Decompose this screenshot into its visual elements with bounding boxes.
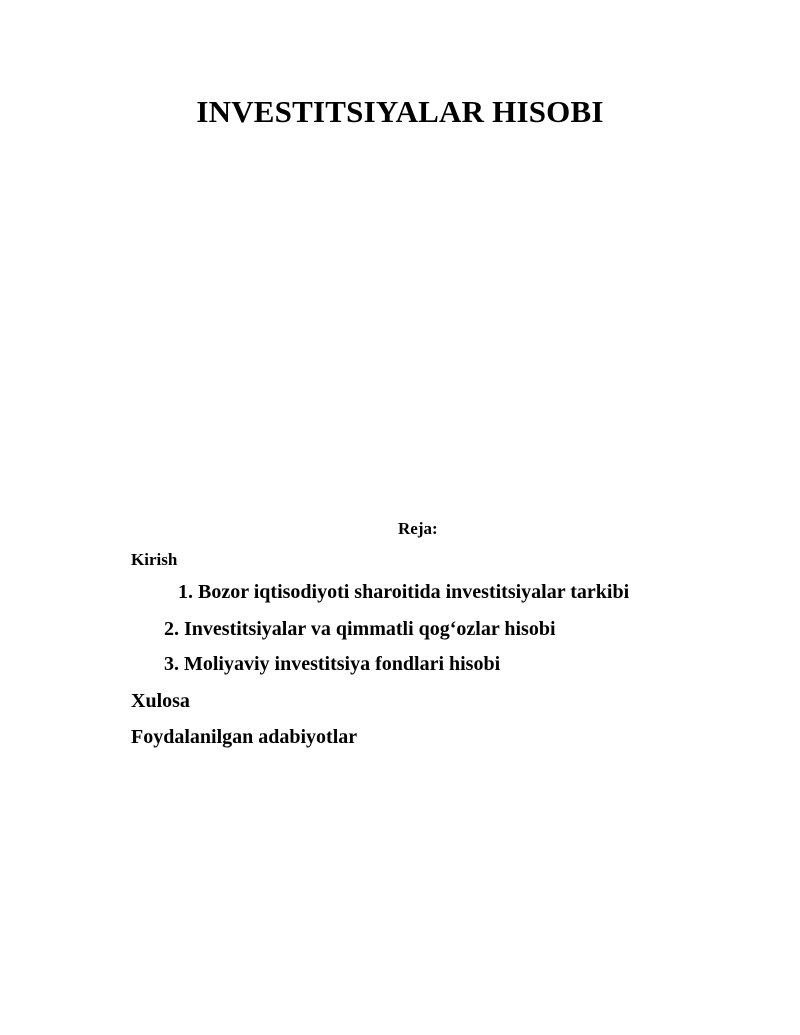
- toc-conclusion: Xulosa: [131, 690, 190, 712]
- toc-item: 2. Investitsiyalar va qimmatli qog‘ozlar hisobi: [164, 618, 556, 640]
- document-title: INVESTITSIYALAR HISOBI: [196, 94, 604, 129]
- toc-references: Foydalanilgan adabiyotlar: [131, 726, 358, 748]
- toc-item: 3. Moliyaviy investitsiya fondlari hisobi: [164, 653, 501, 675]
- toc-intro: Kirish: [131, 550, 178, 569]
- plan-heading: Reja:: [398, 519, 438, 538]
- toc-item: 1. Bozor iqtisodiyoti sharoitida investitsiyalar tarkibi: [178, 581, 630, 603]
